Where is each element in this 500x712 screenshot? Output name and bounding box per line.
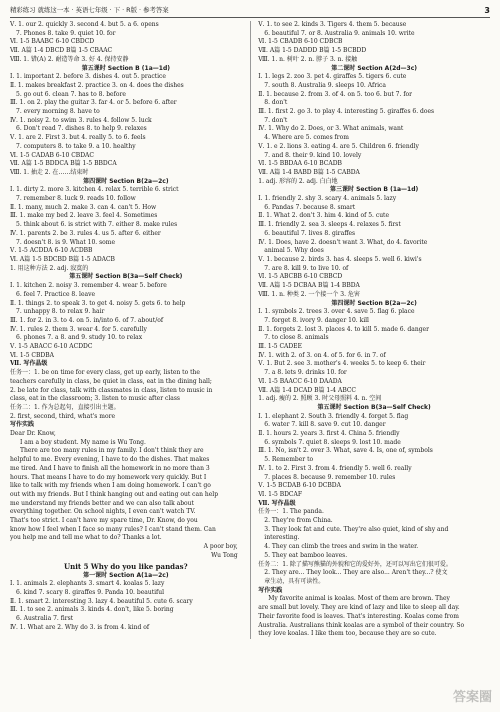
left-column-line: helpful to me. Every evening, I have to do the dishes. That makes (10, 456, 210, 464)
right-column-line: animal 5. Why does (264, 247, 324, 255)
left-column-line: 任务一：1. be on time for every class, get up early, listen to the (10, 369, 200, 377)
right-column-line: 6. Pandas 7. because 8. smart (264, 203, 356, 211)
right-column-line: 7. to close 8. animals (264, 334, 329, 342)
right-column-line: Ⅵ. 1-5 CBADB 6-10 CDBCB (258, 38, 343, 46)
left-column-line: Ⅴ. 1. are 2. First 3. but 4. really 5. to 6. feels (10, 134, 146, 142)
right-column-line: 1. adj. 瘦的 2. 照顾 3. 时父母照料 4. n. 空间 (258, 395, 382, 403)
right-column-line: 7. and 8. their 9. kind 10. lovely (264, 151, 362, 159)
left-column-line: class, eat in the classroom; 3. listen to music after class (10, 395, 181, 403)
left-column-line: know how I feel when I face so many rules? I can't stand them. Can (10, 525, 216, 533)
left-column-line: Ⅴ. 1. our 2. quickly 3. second 4. but 5. a 6. opens (10, 21, 159, 28)
right-column-line: 7. are 8. kill 9. to live 10. of (264, 264, 349, 272)
left-column-line: I am a boy student. My name is Wu Tong. (20, 438, 146, 446)
left-column-line: 7. doesn't 8. is 9. What 10. some (16, 238, 116, 246)
right-column-line: 6. beautiful 7. or 8. Australia 9. animals 10. write (264, 29, 415, 37)
left-column-line: 6. phones 7. a 8. and 9. study 10. to relax (16, 334, 143, 342)
left-column-line: Ⅰ. 1. animals 2. elephants 3. smart 4. koalas 5. lazy (10, 580, 165, 588)
left-column-line: 1. 用这种方法 2. adj. 寂寞的 (10, 264, 89, 272)
left-column-line: everything together. On school nights, I even can't watch TV. (10, 508, 196, 516)
right-column-line: Ⅴ. 1-5 BCDAB 6-10 DCBDA (258, 482, 341, 490)
left-column-line: Ⅵ. 1-5 CADAB 6-10 CBDAC (10, 151, 94, 159)
left-column-line: Ⅶ. 写作晶级 (10, 360, 48, 368)
left-column-line: 5. go out 6. clean 7. has to 8. before (16, 90, 126, 98)
left-column-line: Ⅵ. A篇 1-5 BDCBD B篇 1-5 ADACB (10, 255, 115, 263)
right-column-line: Ⅰ. 1. friendly 2. shy 3. scary 4. animals 5. lazy (258, 195, 397, 203)
right-column-line: Ⅶ. A篇 1-4 BABD B篇 1-5 CABDA (258, 168, 360, 176)
watermark-logo: 答案圈 (452, 690, 492, 705)
left-column-line: 2. be late for class, talk with classmates in class, listen to music in (10, 386, 213, 394)
right-column-line: 3. They look fat and cute. They're also quiet, kind of shy and (264, 525, 449, 533)
right-column-line: 第五课时 Section B(3a—Self Check) (317, 403, 431, 411)
right-column-line: Ⅱ. 1. What 2. don't 3. him 4. kind of 5. cute (258, 212, 390, 220)
right-column-line: Ⅷ. 1. n. 种类 2. 一个接一个 3. 危害 (258, 290, 360, 298)
right-column-line: Ⅶ. A篇 1-5 DCBAA B篇 1-4 BBDA (258, 282, 360, 290)
left-column-line: Ⅵ. 1-5 BAABC 6-10 CBDCD (10, 38, 95, 46)
right-column-line: Australia. Australians think koalas are a symbol of their country. So (258, 621, 465, 629)
right-column-line: 7. don't (264, 116, 288, 124)
right-column-line: 5. They eat bamboo leaves. (264, 551, 348, 559)
right-column-line: Ⅳ. 1. Why do 2. Does, or 3. What animals, want (258, 125, 404, 133)
left-column-line: 第四课时 Section B(2a—2c) (83, 177, 169, 185)
right-column-line: Ⅵ. 1-5 BAACC 6-10 DAADA (258, 377, 342, 385)
right-column-line: Their favorite food is leaves. That's interesting. Koalas come from (258, 612, 459, 620)
left-column-line: 任务二：1. 作为总起句，直接引出主题。 (10, 403, 120, 411)
right-column-line: 1. adj. 形容的 2. adj. 白白地 (258, 177, 338, 185)
right-column-line: 2. They are... They look... They are also... Aren't they...? 使文 (264, 569, 448, 577)
right-column-line: Ⅲ. 1-5 CADEE (258, 343, 302, 351)
left-column-line: 6. kind 7. scary 8. giraffes 9. Panda 10. beautiful (16, 589, 165, 596)
left-column-line: 6. Don't read 7. dishes 8. to help 9. relaxes (16, 125, 147, 133)
right-column-line: interesting. (264, 534, 300, 542)
page-number: 3 (484, 6, 490, 15)
left-column-line: 7. unhappy 8. to relax 9. hair (16, 308, 105, 316)
left-column-line: A poor boy, (203, 543, 238, 551)
right-column (258, 21, 490, 639)
right-column-line: Ⅴ. 1. But 2. see 3. mother's 4. weeks 5. to keep 6. their (258, 360, 426, 368)
right-column-line: Ⅱ. 1. forgets 2. lost 3. places 4. to kill 5. made 6. danger (258, 325, 429, 333)
left-column-line: 第五课时 Section B(3a—Self Check) (69, 273, 183, 281)
left-column-line: Ⅱ. 1. things 2. to speak 3. to get 4. noisy 5. gets 6. to help (10, 299, 186, 307)
right-column-line: 4. They can climb the trees and swim in the water. (264, 543, 419, 551)
column-divider (250, 21, 251, 639)
right-column-line: Ⅱ. 1. hours 2. years 3. first 4. China 5. friendly (258, 430, 400, 438)
left-column-line: Ⅶ. A篇 1-4 DBCD B篇 1-5 CBAAC (10, 47, 113, 55)
left-column-line: 2. first, second, third, what's more (10, 412, 115, 420)
left-column-line: Ⅷ. 1. 抽走 2. 在……结束时 (10, 168, 89, 176)
header-title: 精彩练习 就练这一本 · 英语七年级 · 下 · R版 · 参考答案 (10, 6, 169, 14)
left-column-line: you help me and tell me what to do? Thanks a lot. (10, 534, 162, 542)
left-column-line: Ⅰ. 1. important 2. before 3. dishes 4. out 5. practice (10, 73, 166, 81)
left-column-line: Ⅱ. 1. many, much 2. make 3. can 4. can't 5. How (10, 203, 157, 211)
left-column-line: Ⅲ. 1. make my bed 2. leave 3. feel 4. Sometimes (10, 212, 158, 220)
right-column-line: 6. water 7. kill 8. save 9. cut 10. danger (264, 421, 386, 429)
right-column-line: Ⅴ. 1. because 2. birds 3. has 4. sleeps 5. well 6. kiwi's (258, 255, 422, 263)
right-column-line: Ⅰ. 1. legs 2. zoo 3. pet 4. giraffes 5. tigers 6. cute (258, 73, 407, 81)
left-column-line: Ⅰ. 1. dirty 2. more 3. kitchen 4. relax 5. terrible 6. strict (10, 186, 179, 194)
left-column-line: Ⅳ. 1. parents 2. be 3. rules 4. us 5. after 6. either (10, 229, 161, 237)
left-column-line: Ⅴ. 1-5 ACDDA 6-10 ACDBB (10, 247, 93, 255)
columns (10, 18, 490, 639)
right-column-line: 6. beautiful 7. lives 8. giraffes (264, 229, 356, 237)
left-column-line: Wu Tong (211, 551, 238, 559)
page-header (10, 6, 490, 18)
left-column-line: Ⅲ. 1. on 2. play the guitar 3. far 4. or 5. before 6. after (10, 99, 177, 107)
right-column-line: 章生动，具有可读性。 (264, 578, 325, 585)
right-column-line: Ⅲ. 1. first 2. go 3. to play 4. interesting 5. giraffes 6. does (258, 108, 435, 116)
right-column-line: Ⅷ. 1. n. 树叶 2. n. 脖子 3. n. 接触 (258, 55, 358, 63)
left-column-line: Ⅳ. 1. What are 2. Why do 3. is from 4. kind of (10, 623, 150, 631)
right-column-line: 写作实践 (258, 586, 283, 594)
right-column-line: Ⅶ. A篇 1-4 DCAD B篇 1-4 ABCC (258, 386, 357, 394)
left-column-line: teachers carefully in class, be quiet in class, eat in the dining hall; (10, 377, 212, 385)
left-column-line: like to talk with my friends when I am doing homework. I can't go (10, 482, 211, 490)
right-column-line: Ⅶ. A篇 1-5 DADDD B篇 1-5 BCBDD (258, 47, 367, 55)
right-column-line: Ⅳ. 1. with 2. of 3. on 4. of 5. for 6. in 7. of (258, 351, 386, 359)
left-column-line: Unit 5 Why do you like pandas? (64, 561, 188, 571)
right-column-line: Ⅲ. 1. friendly 2. sea 3. sleeps 4. relaxes 5. first (258, 221, 401, 229)
right-column-line: 7. places 8. because 9. remember 10. rules (264, 473, 396, 481)
right-column-line: My favorite animal is koalas. Most of them are brown. They (268, 595, 450, 603)
right-column-line: 6. symbols 7. quiet 8. sleeps 9. lost 10. made (264, 438, 401, 446)
left-column-line: 第一课时 Section A(1a—2c) (83, 571, 169, 579)
right-column-line: Ⅳ. 1. Does, have 2. doesn't want 3. What, do 4. favorite (258, 238, 428, 246)
right-column-line: 8. don't (264, 99, 288, 107)
right-column-line: 任务一：1. The panda. (258, 508, 324, 516)
left-column-line: me tired. And I have to finish all the homework in no more than 3 (10, 464, 210, 472)
right-column-line: Ⅴ. 1. e 2. lions 3. eating 4. are 5. Children 6. friendly (258, 142, 419, 150)
left-column-line: 第五课时 Section B (1a—1d) (81, 64, 170, 72)
left-column-line: Ⅰ. 1. kitchen 2. noisy 3. remember 4. wear 5. before (10, 282, 167, 290)
right-column-line: 第二课时 Section A(2d—3c) (331, 64, 418, 72)
left-column (10, 21, 242, 639)
left-column-line: Ⅱ. 1. smart 2. interesting 3. lazy 4. beautiful 5. cute 6. scary (10, 597, 193, 605)
right-column-line: 任务二：1. 除了描写熊猫的外貌和它的爱好外，还可以写出它们很可爱。 (258, 560, 452, 568)
right-column-line: 7. forget 8. ivory 9. danger 10. kill (264, 316, 369, 324)
right-column-line: are small but lovely. They are kind of lazy and like to sleep all day. (258, 604, 460, 612)
left-column-line: 7. every morning 8. have to (16, 108, 100, 116)
left-column-line: 5. think about 6. is strict with 7. either 8. make rules (16, 221, 178, 229)
right-column-line: 7. a 8. lets 9. drinks 10. for (264, 369, 347, 377)
right-column-line: Ⅵ. 1-5 BBDAA 6-10 BCADB (258, 160, 342, 168)
left-column-line: out with my friends. But I think hanging out and eating out can help (10, 490, 219, 498)
left-column-line: Ⅱ. 1. makes breakfast 2. practice 3. on 4. does the dishes (10, 81, 184, 89)
right-column-line: 2. They're from China. (264, 517, 333, 525)
left-column-line: That's too strict. I can't have my spare time, Dr. Know, do you (10, 517, 198, 525)
right-column-line: Ⅵ. 1-5 BDCAF (258, 490, 303, 498)
left-column-line: Ⅲ. 1. for 2. in 3. to 4. on 5. in/into 6. of 7. about/of (10, 316, 164, 324)
left-column-line: Ⅶ. A篇 1-5 BDDCA B篇 1-5 BBDCA (10, 160, 117, 168)
left-column-line: 7. remember 8. luck 9. reads 10. follow (16, 195, 136, 203)
left-column-line: 写作实践 (10, 421, 35, 429)
right-column-line: Ⅴ. 1. to see 2. kinds 3. Tigers 4. them 5. because (258, 21, 407, 28)
left-column-line: There are too many rules in my family. I don't think they are (20, 447, 204, 455)
right-column-line: they love koalas. I like them too, because they are so cute. (258, 630, 437, 638)
left-column-line: 7. Phones 8. take 9. quiet 10. for (16, 29, 116, 37)
left-column-line: Ⅳ. 1. noisy 2. to swim 3. rules 4. follow 5. luck (10, 116, 152, 124)
right-column-line: Ⅳ. 1. to 2. First 3. from 4. friendly 5. well 6. really (258, 464, 412, 472)
right-column-line: Ⅱ. 1. because 2. from 3. of 4. on 5. too 6. but 7. for (258, 90, 413, 98)
right-column-line: Ⅵ. 1-5 ABCBB 6-10 CBBCD (258, 273, 343, 281)
right-column-line: 5. Remember to (264, 456, 314, 464)
left-column-line: Ⅴ. 1-5 ABACC 6-10 ACDDC (10, 343, 93, 351)
right-column-line: 第三课时 Section B (1a—1d) (329, 186, 419, 194)
left-column-line: Ⅵ. 1-5 CBDBA (10, 351, 54, 359)
left-column-line: me understand my friends better and we can also talk about (10, 499, 194, 507)
left-column-line: Ⅲ. 1. to see 2. animals 3. kinds 4. don't, like 5. boring (10, 606, 174, 614)
left-column-line: hours. That means I have to do my homework very quickly. But I (10, 473, 207, 481)
right-column-line: Ⅶ. 写作晶级 (258, 499, 296, 507)
left-column-line: 6. feel 7. Practice 8. leave (16, 290, 96, 298)
right-column-line: 7. south 8. Australia 9. sleeps 10. Africa (264, 81, 386, 89)
left-column-line: Ⅷ. 1. 错(A) 2. 耐造等命 3. 好 4. 保持安静 (10, 55, 129, 63)
right-column-line: 4. Where are 5. comes from (264, 134, 349, 142)
left-column-line: 6. Australia 7. first (16, 615, 74, 623)
right-column-line: Ⅲ. 1. No, isn't 2. over 3. What, save 4. Is, one of, symbols (258, 447, 433, 455)
right-column-line: Ⅰ. 1. symbols 2. trees 3. over 4. save 5. flag 6. place (258, 308, 415, 316)
left-column-line: 7. computers 8. to take 9. a 10. healthy (16, 142, 136, 150)
right-column-line: 第四课时 Section B(2a—2c) (331, 299, 417, 307)
left-column-line: Ⅳ. 1. rules 2. them 3. wear 4. for 5. carefully (10, 325, 147, 333)
left-column-line: Dear Dr. Know, (10, 430, 56, 438)
right-column-line: Ⅰ. 1. elephant 2. South 3. friendly 4. forget 5. flag (258, 412, 409, 420)
